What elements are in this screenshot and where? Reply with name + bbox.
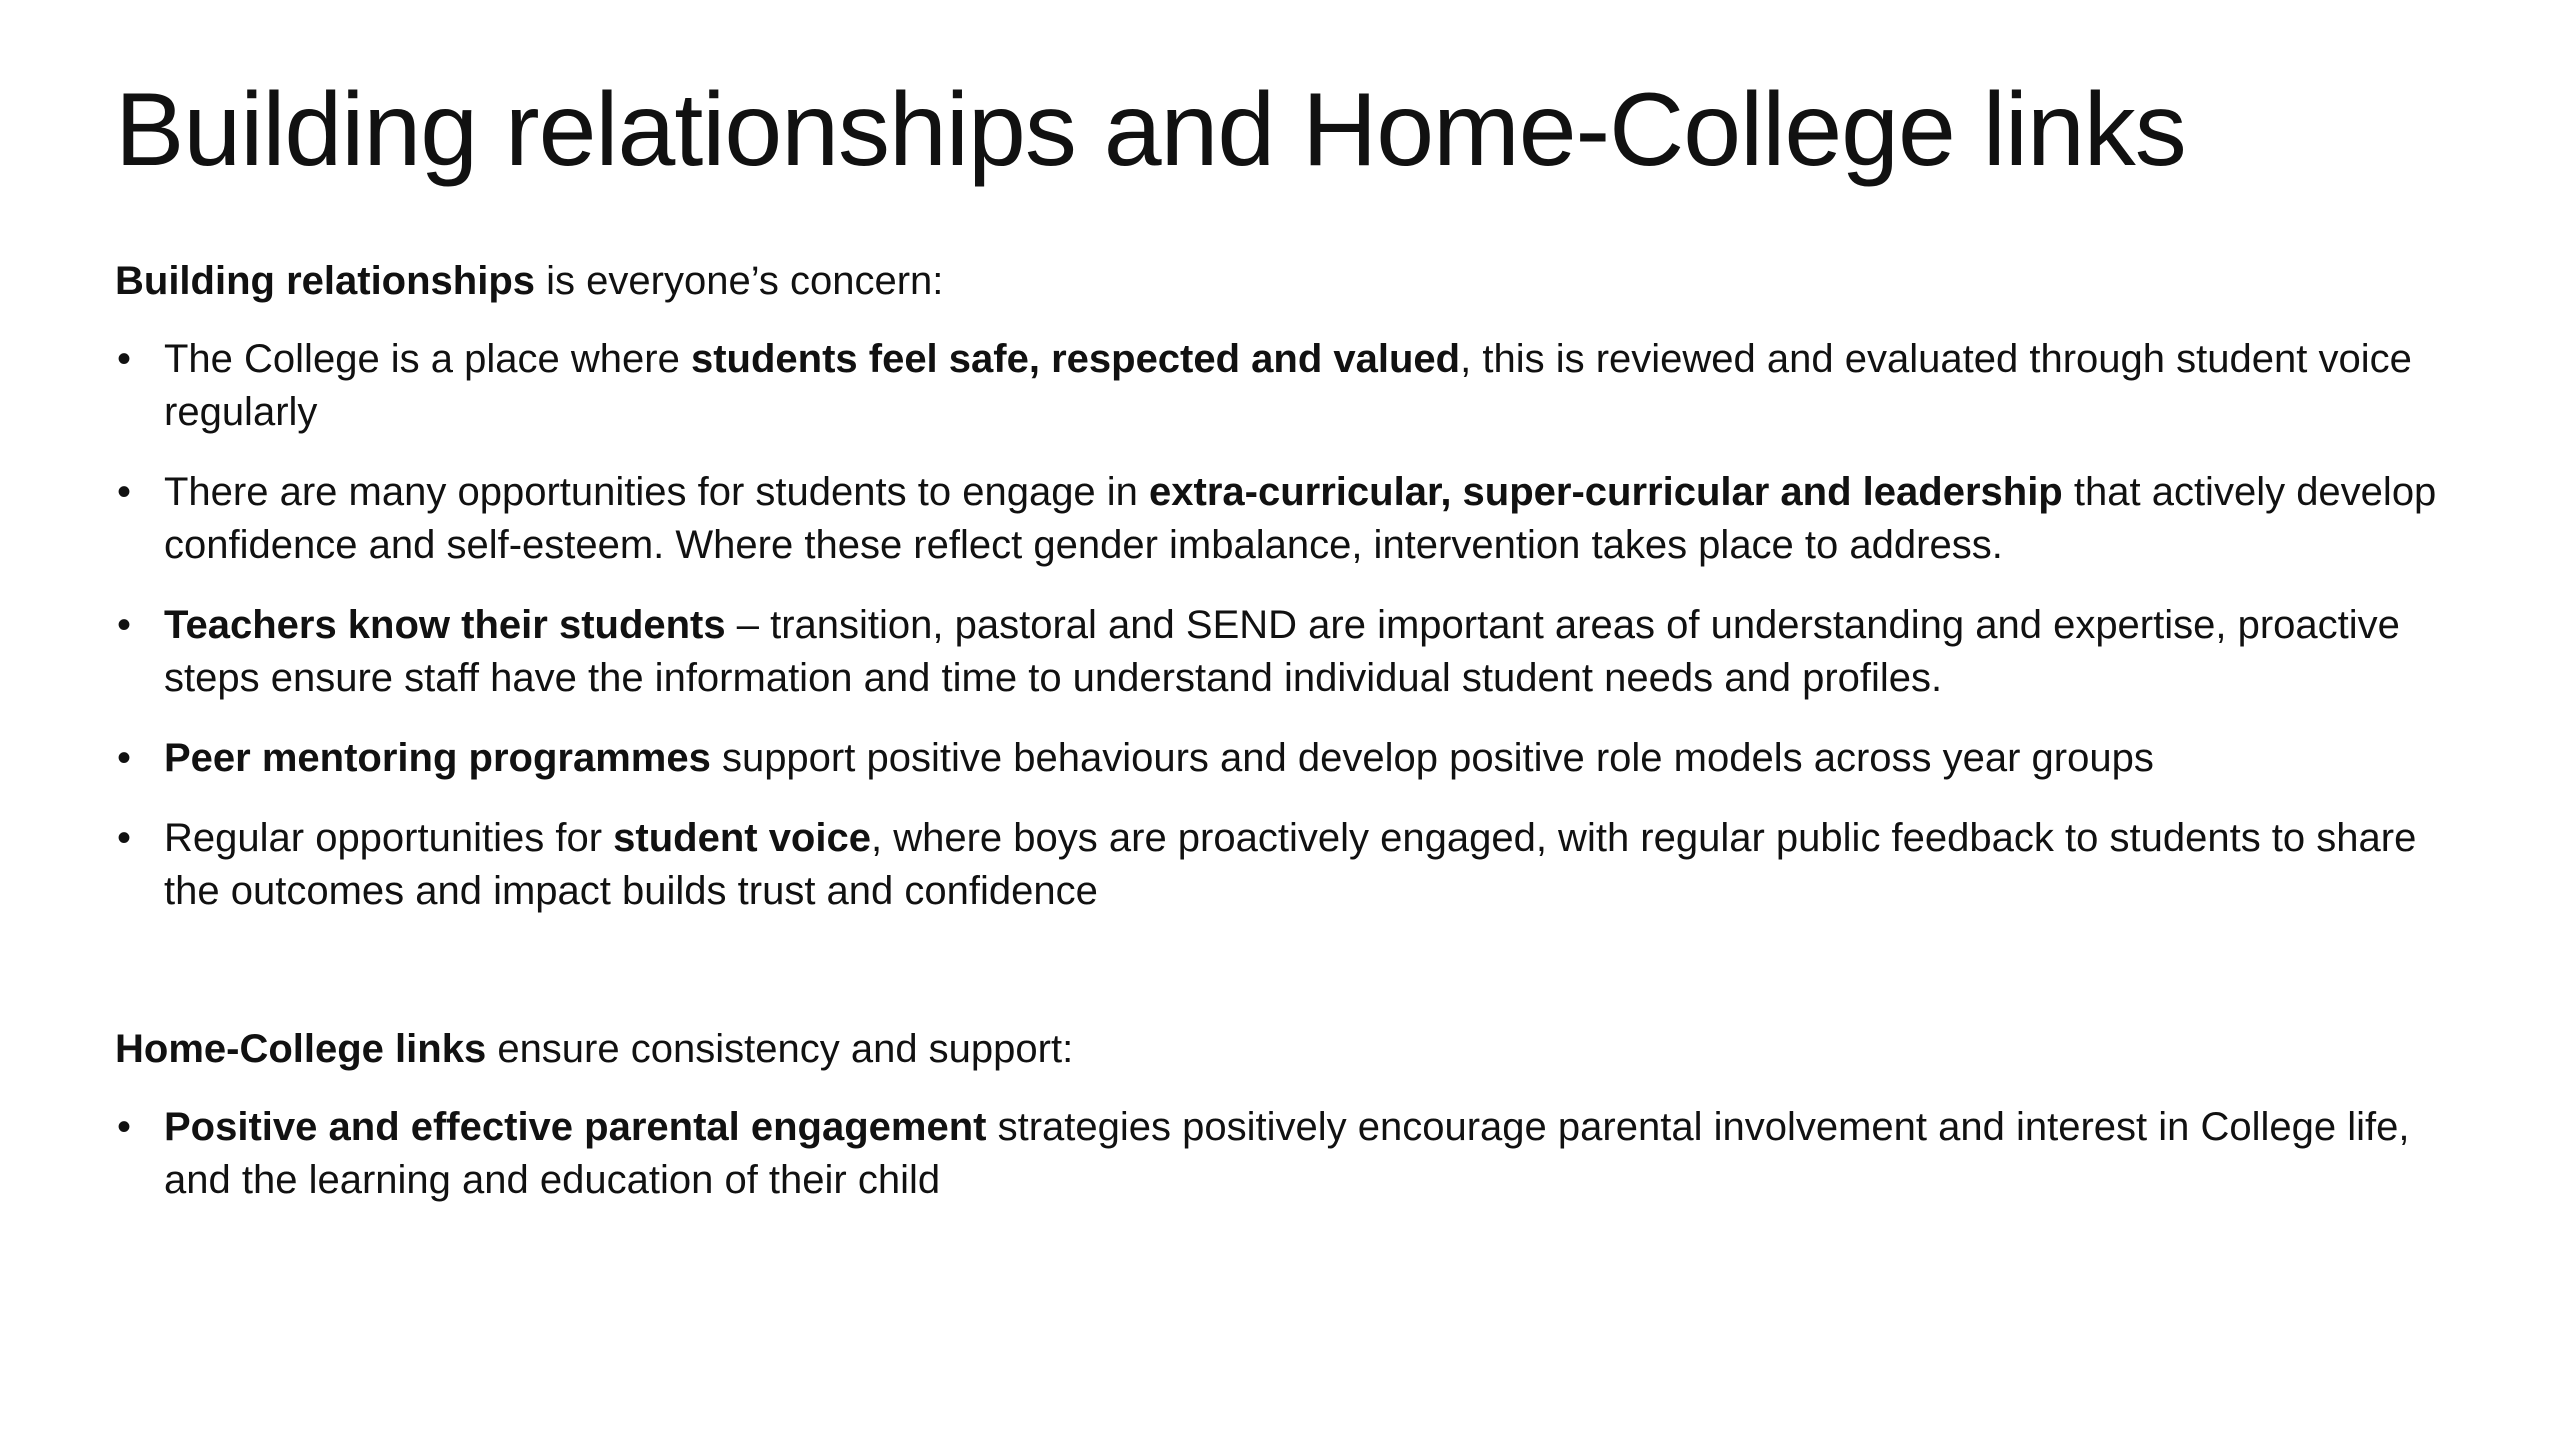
bullet-item (115, 1101, 2445, 1207)
bullet-list-home-college (115, 1101, 2445, 1207)
intro-text: ensure consistency and support: (486, 1027, 1074, 1071)
intro-bold: Building relationships (115, 259, 536, 303)
bullet-text: , where boys are proactively engaged, with regular public feedback to students to share the outcomes and impact builds trust and confidence (164, 816, 2417, 913)
bullet-bold-text: students feel safe, respected and valued (690, 337, 1461, 381)
bullet-bold-text: Peer mentoring programmes (164, 736, 711, 780)
bullet-point-icon: • (117, 1105, 132, 1149)
bullet-point-icon: • (117, 470, 132, 514)
section-intro-home-college (115, 1023, 2445, 1076)
bullet-text: that actively develop confidence and self-esteem. Where these reflect gender imbalance, intervention takes place to address. (164, 470, 2437, 567)
slide-body (115, 255, 2445, 1234)
bullet-list-relationships (115, 333, 2445, 918)
bullet-text: There are many opportunities for students to engage in (164, 470, 1150, 514)
bullet-bold-text: extra-curricular, super-curricular and leadership (1149, 470, 2063, 514)
bullet-text: The College is a place where (164, 337, 691, 381)
bullet-text: Regular opportunities for (164, 816, 614, 860)
bullet-item (115, 466, 2445, 572)
bullet-text: support positive behaviours and develop positive role models across year groups (710, 736, 2154, 780)
bullet-point-icon: • (117, 736, 132, 780)
section-intro-relationships (115, 255, 2445, 308)
bullet-text: , this is reviewed and evaluated through student voice regularly (164, 337, 2412, 434)
bullet-item (115, 732, 2445, 785)
bullet-item (115, 333, 2445, 439)
slide-title: Building relationships and Home-College links (115, 72, 2186, 188)
bullet-text: strategies positively encourage parental involvement and interest in College life, and the learning and education of their child (164, 1105, 2410, 1202)
intro-text: is everyone’s concern: (535, 259, 944, 303)
section-spacer (115, 945, 2445, 1023)
bullet-point-icon: • (117, 603, 132, 647)
bullet-bold-text: Positive and effective parental engagement (164, 1105, 987, 1149)
bullet-bold-text: Teachers know their students (164, 603, 726, 647)
bullet-bold-text: student voice (613, 816, 871, 860)
bullet-text: – transition, pastoral and SEND are important areas of understanding and expertise, proactive steps ensure staff have the information and time to understand individual student needs and profiles. (164, 603, 2400, 700)
intro-bold: Home-College links (115, 1027, 487, 1071)
bullet-item (115, 812, 2445, 918)
bullet-point-icon: • (117, 816, 132, 860)
bullet-point-icon: • (117, 337, 132, 381)
bullet-item (115, 599, 2445, 705)
